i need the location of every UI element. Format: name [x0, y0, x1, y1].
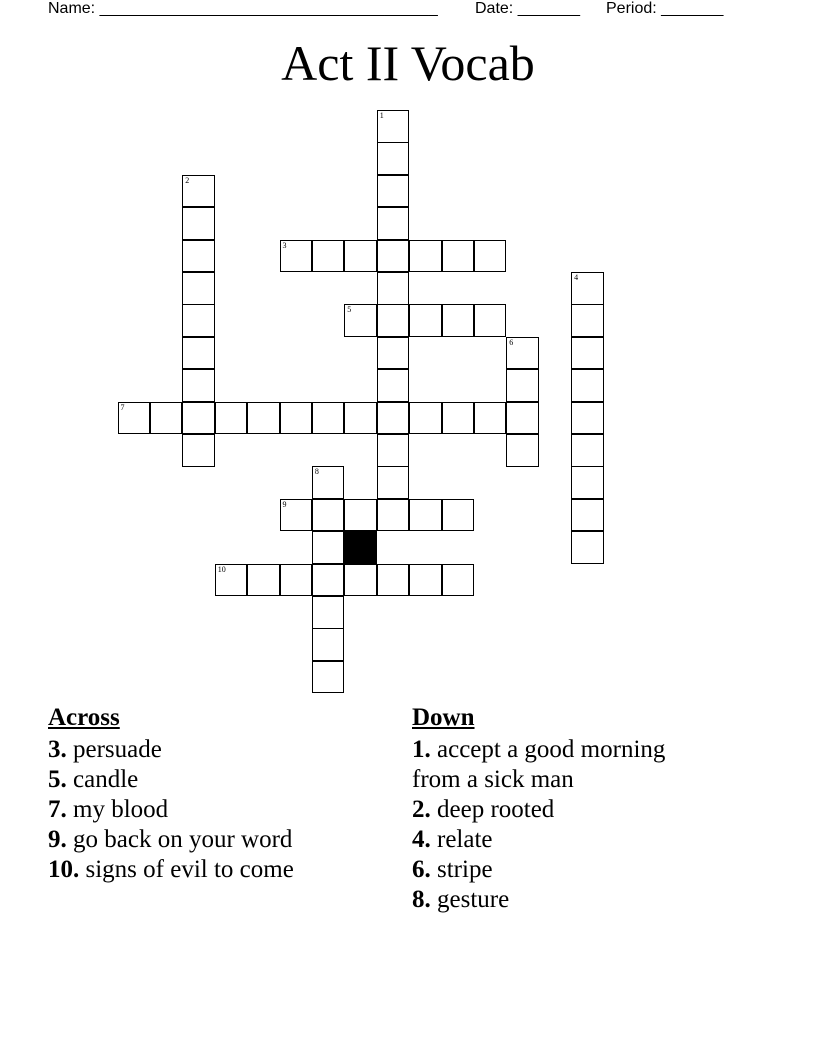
crossword-cell[interactable] — [344, 564, 377, 597]
crossword-cell[interactable] — [442, 564, 475, 597]
clue-number: 5. — [48, 766, 67, 793]
crossword-cell[interactable] — [312, 564, 345, 597]
crossword-cell[interactable] — [377, 434, 410, 467]
clue-text: stripe — [437, 856, 493, 883]
crossword-cell[interactable] — [442, 402, 475, 435]
crossword-cell[interactable] — [506, 369, 539, 402]
down-clue — [412, 855, 712, 885]
crossword-cell[interactable] — [312, 402, 345, 435]
clue-number: 10. — [48, 856, 80, 883]
clue-text: go back on your word — [73, 826, 293, 853]
crossword-cell[interactable] — [377, 110, 410, 143]
clue-number-label: 5 — [347, 305, 352, 315]
clue-number-label: 3 — [282, 240, 287, 250]
crossword-cell[interactable] — [344, 304, 377, 337]
clue-number-label: 7 — [120, 402, 125, 412]
crossword-cell[interactable] — [506, 337, 539, 370]
crossword-cell[interactable] — [377, 207, 410, 240]
crossword-cell[interactable] — [377, 175, 410, 208]
crossword-cell[interactable] — [150, 402, 183, 435]
crossword-cell[interactable] — [377, 272, 410, 305]
crossword-cell[interactable] — [280, 402, 313, 435]
crossword-cell[interactable] — [118, 402, 151, 435]
clue-number-label: 9 — [282, 499, 287, 509]
crossword-cell[interactable] — [409, 564, 442, 597]
crossword-cell[interactable] — [182, 369, 215, 402]
across-clue — [48, 765, 294, 795]
crossword-cell[interactable] — [344, 240, 377, 273]
crossword-cell[interactable] — [409, 499, 442, 532]
clue-text: accept a good morning from a sick man — [412, 736, 666, 793]
across-clues — [48, 703, 294, 885]
crossword-cell[interactable] — [571, 466, 604, 499]
clue-text: gesture — [437, 886, 510, 913]
crossword-cell[interactable] — [377, 369, 410, 402]
crossword-cell[interactable] — [506, 434, 539, 467]
crossword-cell[interactable] — [344, 499, 377, 532]
crossword-shaded-cell — [344, 531, 377, 564]
clue-number: 9. — [48, 826, 67, 853]
clue-number: 6. — [412, 856, 431, 883]
crossword-cell[interactable] — [312, 628, 345, 661]
clue-number: 3. — [48, 736, 67, 763]
crossword-cell[interactable] — [474, 402, 507, 435]
crossword-cell[interactable] — [280, 564, 313, 597]
name-field[interactable]: Name: ______________________________________ — [48, 0, 438, 17]
clue-number-label: 8 — [314, 467, 319, 477]
crossword-cell[interactable] — [247, 564, 280, 597]
across-clue — [48, 735, 294, 765]
clue-text: signs of evil to come — [85, 856, 294, 883]
crossword-cell[interactable] — [571, 369, 604, 402]
crossword-cell[interactable] — [442, 499, 475, 532]
crossword-cell[interactable] — [571, 434, 604, 467]
down-heading: Down — [412, 704, 475, 731]
crossword-cell[interactable] — [377, 142, 410, 175]
crossword-cell[interactable] — [409, 402, 442, 435]
crossword-cell[interactable] — [182, 434, 215, 467]
clue-text: candle — [73, 766, 139, 793]
clue-text: my blood — [73, 796, 169, 823]
crossword-cell[interactable] — [182, 402, 215, 435]
crossword-cell[interactable] — [182, 175, 215, 208]
crossword-cell[interactable] — [312, 466, 345, 499]
crossword-cell[interactable] — [377, 466, 410, 499]
crossword-cell[interactable] — [571, 499, 604, 532]
crossword-cell[interactable] — [409, 240, 442, 273]
crossword-cell[interactable] — [377, 402, 410, 435]
clue-text: deep rooted — [437, 796, 555, 823]
crossword-cell[interactable] — [442, 304, 475, 337]
crossword-cell[interactable] — [182, 240, 215, 273]
crossword-cell[interactable] — [571, 304, 604, 337]
crossword-cell[interactable] — [474, 240, 507, 273]
crossword-cell[interactable] — [215, 564, 248, 597]
crossword-cell[interactable] — [280, 499, 313, 532]
crossword-cell[interactable] — [312, 661, 345, 694]
crossword-cell[interactable] — [377, 240, 410, 273]
down-clue — [412, 825, 712, 855]
crossword-cell[interactable] — [377, 499, 410, 532]
down-clue — [412, 735, 712, 795]
crossword-cell[interactable] — [571, 402, 604, 435]
crossword-cell[interactable] — [571, 531, 604, 564]
crossword-cell[interactable] — [474, 304, 507, 337]
crossword-cell[interactable] — [312, 531, 345, 564]
page-title: Act II Vocab — [281, 35, 535, 91]
clue-number-label: 2 — [185, 175, 190, 185]
across-heading: Across — [48, 704, 120, 731]
down-clue — [412, 795, 712, 825]
clue-number-label: 6 — [509, 337, 514, 347]
date-field[interactable]: Date: _______ — [475, 0, 580, 17]
across-clue — [48, 825, 294, 855]
clue-number-label: 1 — [379, 111, 384, 120]
clue-text: persuade — [73, 736, 162, 763]
crossword-cell[interactable] — [182, 272, 215, 305]
clue-number: 8. — [412, 886, 431, 913]
crossword-cell[interactable] — [280, 240, 313, 273]
crossword-cell[interactable] — [409, 304, 442, 337]
crossword-cell[interactable] — [312, 499, 345, 532]
crossword-cell[interactable] — [182, 207, 215, 240]
crossword-cell[interactable] — [506, 402, 539, 435]
clue-number: 1. — [412, 736, 431, 763]
crossword-cell[interactable] — [312, 596, 345, 629]
crossword-cell[interactable] — [442, 240, 475, 273]
clue-number: 4. — [412, 826, 431, 853]
crossword-cell[interactable] — [215, 402, 248, 435]
crossword-cell[interactable] — [312, 240, 345, 273]
clue-number-label: 10 — [217, 564, 226, 574]
crossword-cell[interactable] — [377, 304, 410, 337]
crossword-cell[interactable] — [377, 337, 410, 370]
across-clue — [48, 855, 294, 885]
crossword-cell[interactable] — [182, 337, 215, 370]
clue-text: relate — [437, 826, 493, 853]
crossword-cell[interactable] — [571, 337, 604, 370]
crossword-cell[interactable] — [247, 402, 280, 435]
crossword-cell[interactable] — [182, 304, 215, 337]
down-clues — [412, 703, 712, 915]
period-field[interactable]: Period: _______ — [606, 0, 724, 17]
across-clue — [48, 795, 294, 825]
clue-number-label: 4 — [574, 273, 579, 282]
down-clue — [412, 885, 712, 915]
crossword-cell[interactable] — [344, 402, 377, 435]
clue-number: 2. — [412, 796, 431, 823]
crossword-cell[interactable] — [377, 564, 410, 597]
clue-number: 7. — [48, 796, 67, 823]
crossword-cell[interactable] — [571, 272, 604, 305]
